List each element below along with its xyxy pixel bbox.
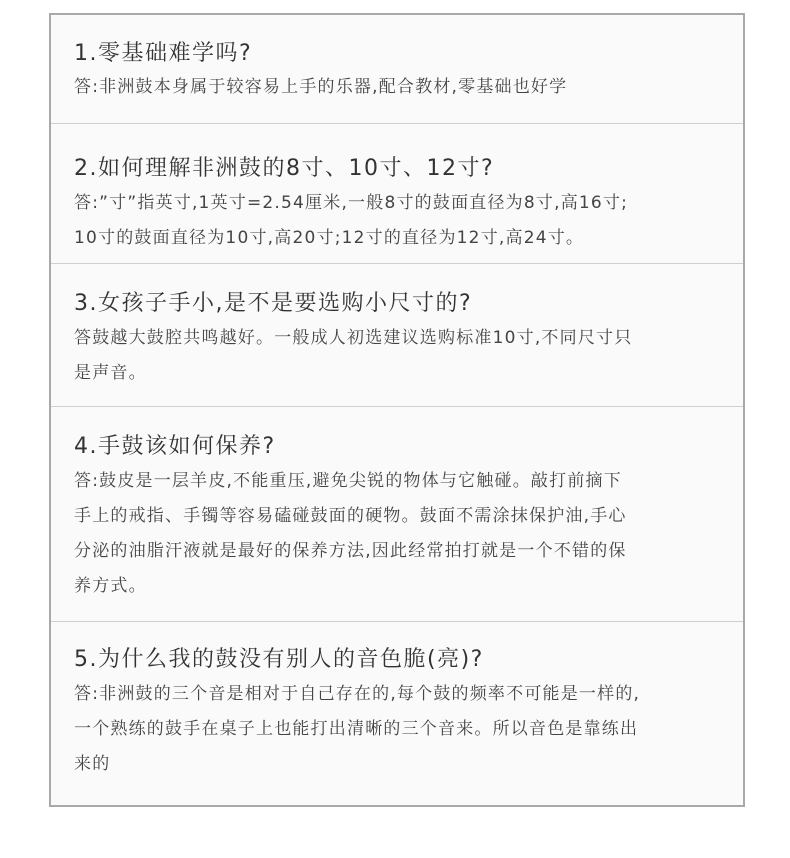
answer-line: 来的 bbox=[74, 754, 111, 774]
answer-line: 答:鼓皮是一层羊皮,不能重压,避免尖锐的物体与它触碰。敲打前摘下 bbox=[74, 471, 622, 491]
faq-panel bbox=[49, 13, 745, 807]
faq-question: 5.为什么我的鼓没有别人的音色脆(亮)? bbox=[74, 647, 484, 672]
faq-item bbox=[51, 622, 743, 805]
answer-line: 是声音。 bbox=[74, 363, 147, 383]
faq-item bbox=[51, 407, 743, 622]
faq-question: 3.女孩子手小,是不是要选购小尺寸的? bbox=[74, 291, 473, 316]
faq-question: 2.如何理解非洲鼓的8寸、10寸、12寸? bbox=[74, 156, 495, 181]
answer-line: 答:非洲鼓本身属于较容易上手的乐器,配合教材,零基础也好学 bbox=[74, 77, 568, 97]
faq-answer bbox=[74, 321, 723, 391]
answer-line: 一个熟练的鼓手在桌子上也能打出清晰的三个音来。所以音色是靠练出 bbox=[74, 719, 639, 739]
faq-answer bbox=[74, 186, 723, 256]
faq-item bbox=[51, 15, 743, 124]
faq-question: 1.零基础难学吗? bbox=[74, 41, 253, 66]
faq-answer bbox=[74, 677, 723, 782]
answer-line: 养方式。 bbox=[74, 576, 147, 596]
answer-line: 10寸的鼓面直径为10寸,高20寸;12寸的直径为12寸,高24寸。 bbox=[74, 228, 585, 248]
faq-item bbox=[51, 124, 743, 264]
answer-line: 手上的戒指、手镯等容易磕碰鼓面的硬物。鼓面不需涂抹保护油,手心 bbox=[74, 506, 627, 526]
answer-line: 答:”寸”指英寸,1英寸=2.54厘米,一般8寸的鼓面直径为8寸,高16寸; bbox=[74, 193, 629, 213]
faq-answer bbox=[74, 70, 723, 105]
faq-item bbox=[51, 264, 743, 407]
answer-line: 答:非洲鼓的三个音是相对于自己存在的,每个鼓的频率不可能是一样的, bbox=[74, 684, 641, 704]
faq-question: 4.手鼓该如何保养? bbox=[74, 434, 276, 459]
answer-line: 分泌的油脂汗液就是最好的保养方法,因此经常拍打就是一个不错的保 bbox=[74, 541, 627, 561]
faq-answer bbox=[74, 464, 723, 604]
answer-line: 答鼓越大鼓腔共鸣越好。一般成人初选建议选购标准10寸,不同尺寸只 bbox=[74, 328, 633, 348]
